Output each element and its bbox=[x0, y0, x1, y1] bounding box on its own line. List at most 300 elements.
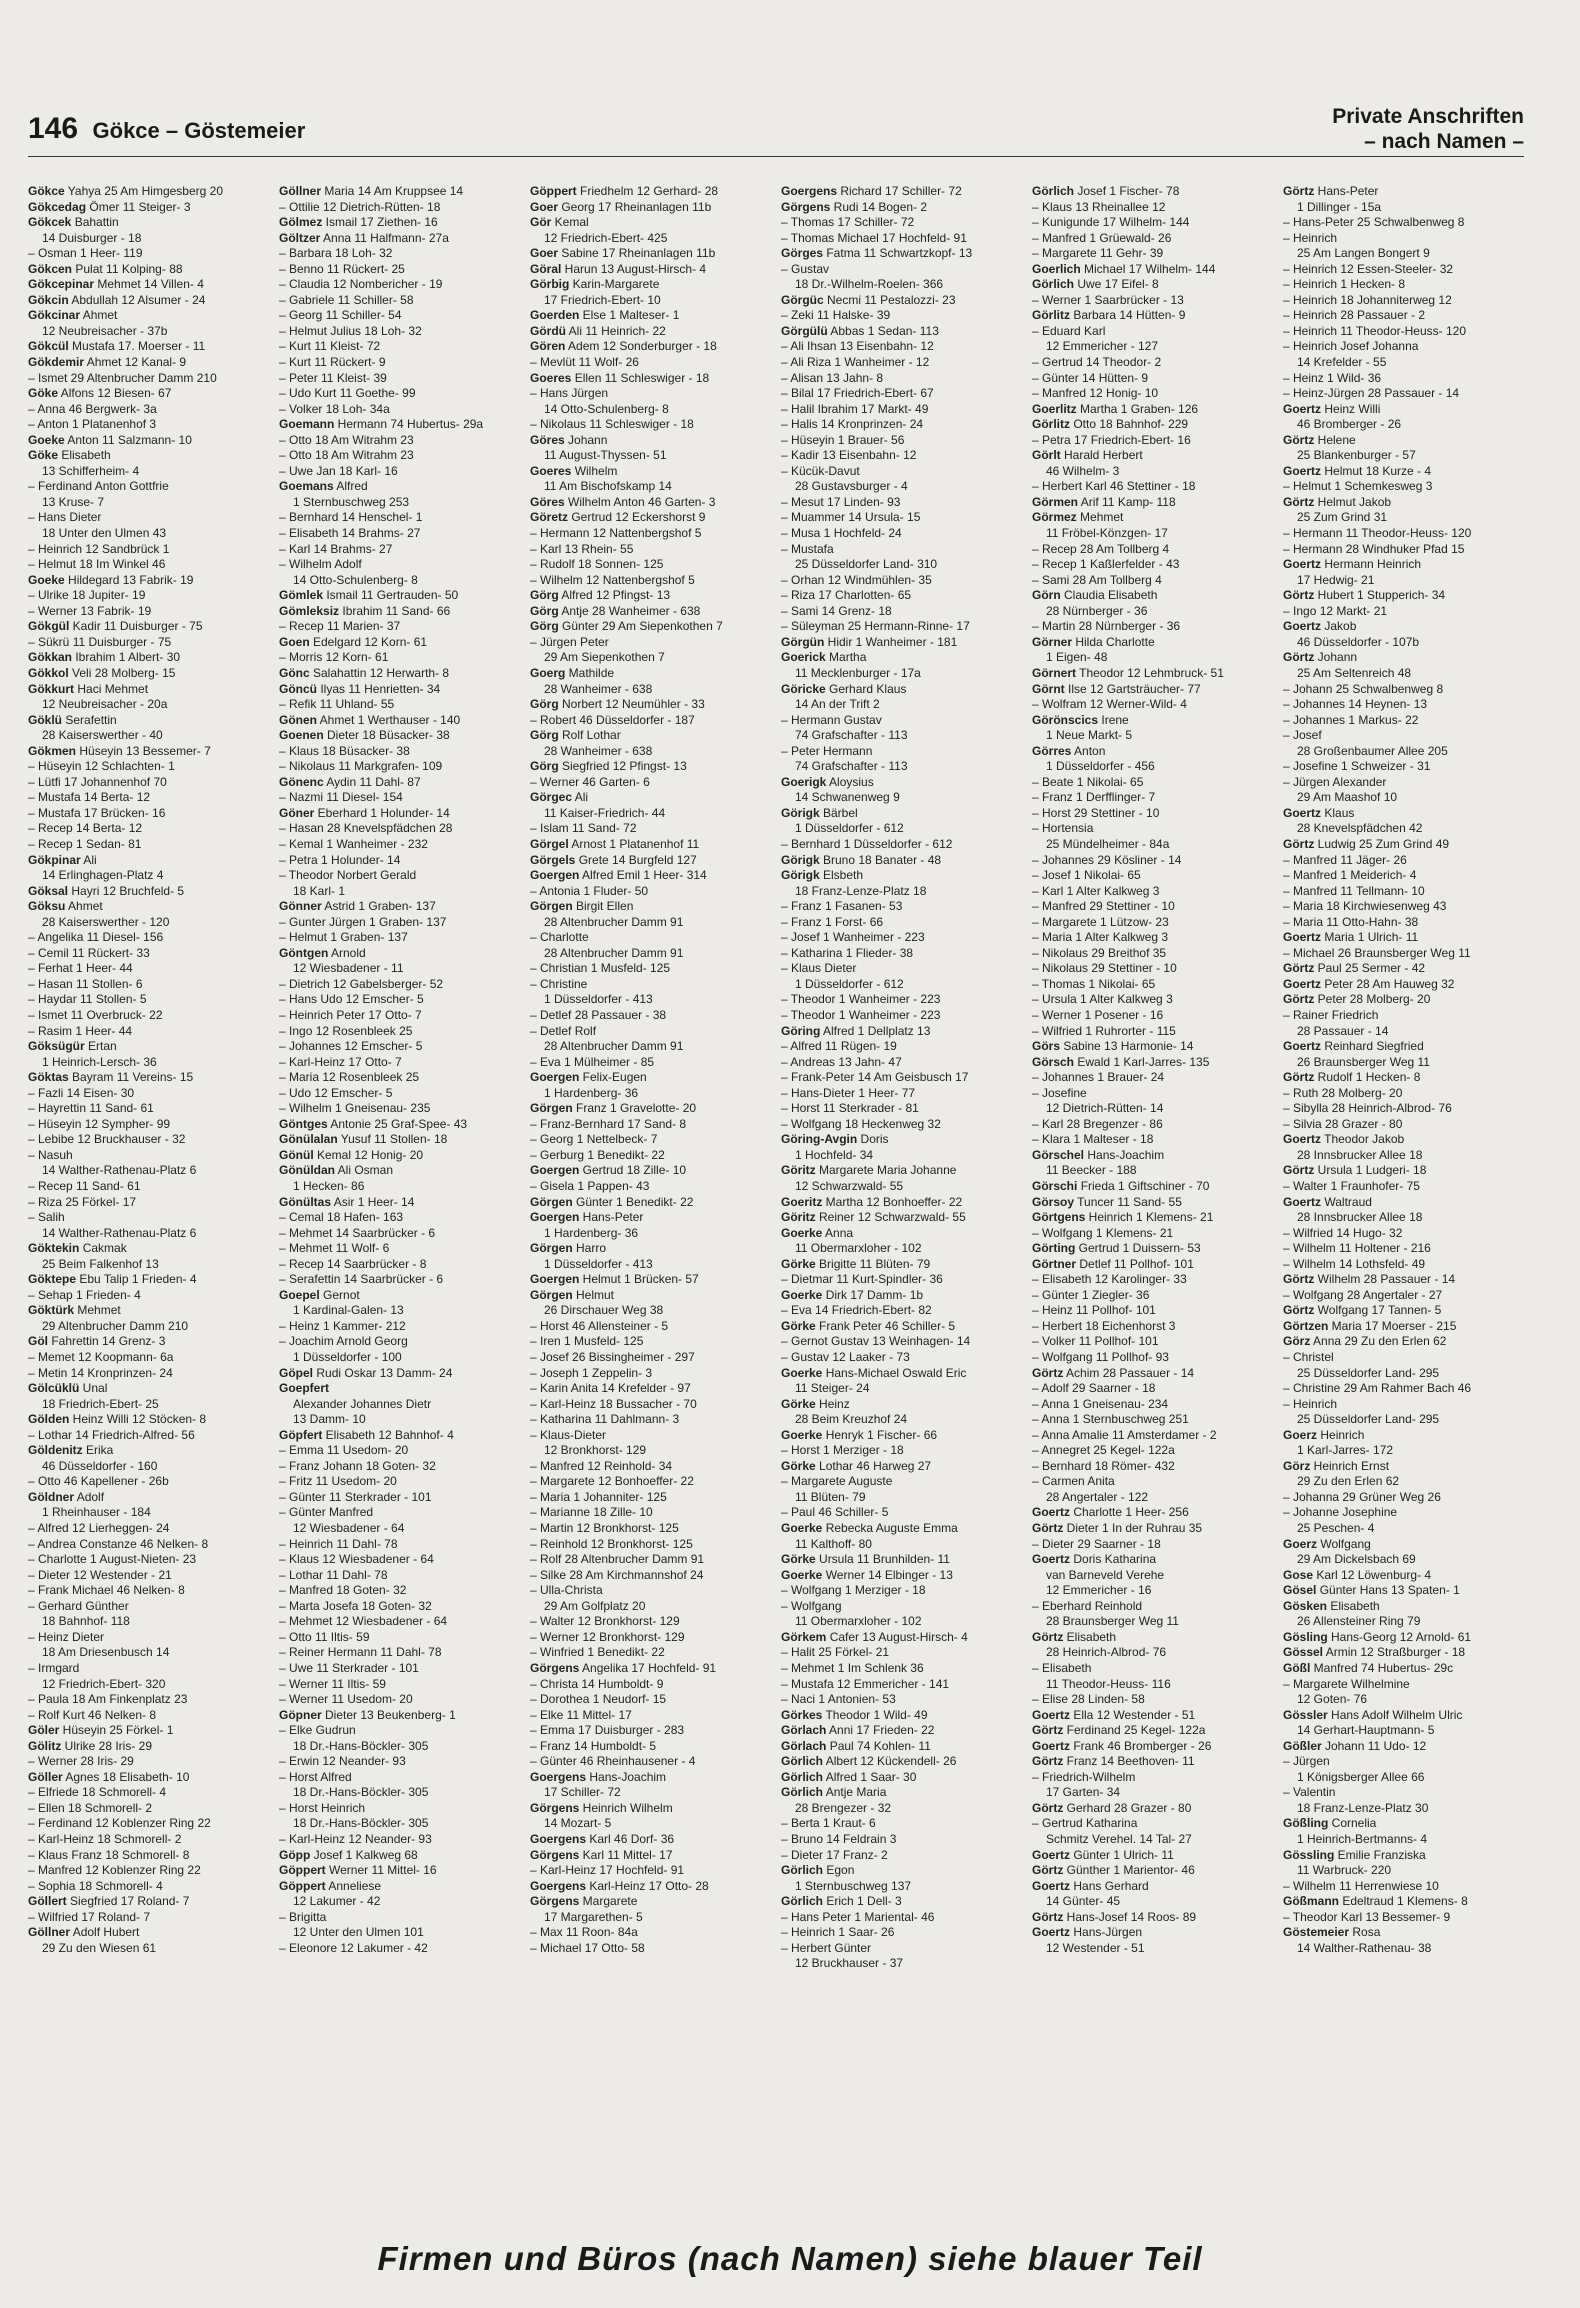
listing-entry: Görschel Hans-Joachim bbox=[1032, 1147, 1165, 1162]
listing-entry: Goemann Hermann 74 Hubertus- 29a bbox=[279, 417, 484, 432]
listing-entry: – Dietrich 12 Gabelsberger- 52 bbox=[279, 976, 444, 991]
listing-entry: – Johannes 29 Kösliner - 14 bbox=[1032, 852, 1182, 867]
surname: Goerden bbox=[530, 308, 580, 323]
listing-entry: Görlich Erich 1 Dell- 3 bbox=[781, 1894, 902, 1909]
listing-entry: 25 Am Seltenreich 48 bbox=[1297, 665, 1412, 680]
listing-entry: Göpp Josef 1 Kalkweg 68 bbox=[279, 1847, 418, 1862]
surname: Görgens bbox=[530, 1847, 580, 1862]
listing-entry: – Johannes 1 Brauer- 24 bbox=[1032, 1070, 1165, 1085]
surname: Görgens bbox=[530, 1894, 580, 1909]
listing-entry: 1 Königsberger Allee 66 bbox=[1297, 1769, 1425, 1784]
listing-entry: – Friedrich-Wilhelm bbox=[1032, 1769, 1136, 1784]
listing-entry: 11 Obermarxloher - 102 bbox=[795, 1241, 922, 1256]
listing-entry: – Nikolaus 29 Breithof 35 bbox=[1032, 945, 1167, 960]
listing-entry: – Hüseyin 12 Sympher- 99 bbox=[28, 1116, 171, 1131]
listing-entry: Goertz Maria 1 Ulrich- 11 bbox=[1283, 930, 1419, 945]
surname: Goergens bbox=[530, 1769, 587, 1784]
surname: Görgen bbox=[530, 1194, 573, 1209]
listing-entry: 1 Düsseldorfer - 413 bbox=[544, 992, 653, 1007]
listing-entry: – Fritz 11 Usedom- 20 bbox=[279, 1474, 397, 1489]
listing-entry: – Anna 46 Bergwerk- 3a bbox=[28, 401, 157, 416]
surname: Goer bbox=[530, 246, 559, 261]
listing-entry: 12 Unter den Ulmen 101 bbox=[293, 1925, 424, 1940]
listing-entry: – Antonia 1 Fluder- 50 bbox=[530, 883, 649, 898]
listing-entry: – Bernhard 18 Römer- 432 bbox=[1032, 1458, 1175, 1473]
listing-entry: – Günter 1 Ziegler- 36 bbox=[1032, 1287, 1150, 1302]
listing-entry: Göppert Werner 11 Mittel- 16 bbox=[279, 1863, 437, 1878]
listing-entry: 28 Braunsberger Weg 11 bbox=[1046, 1614, 1179, 1629]
surname: Görtz bbox=[1032, 1800, 1064, 1815]
listing-entry: – Manfred 11 Tellmann- 10 bbox=[1283, 883, 1425, 898]
listing-entry: – Christine 29 Am Rahmer Bach 46 bbox=[1283, 1381, 1472, 1396]
surname: Goepel bbox=[279, 1287, 320, 1302]
listing-entry: – Karl 1 Alter Kalkweg 3 bbox=[1032, 883, 1160, 898]
listing-entry: – Josef 26 Bissingheimer - 297 bbox=[530, 1350, 695, 1365]
surname: Goertz bbox=[1283, 1039, 1322, 1054]
listing-entry: Gökkol Veli 28 Molberg- 15 bbox=[28, 665, 176, 680]
listing-entry: Görgens Heinrich Wilhelm bbox=[530, 1800, 673, 1815]
surname: Gösken bbox=[1283, 1598, 1328, 1613]
listing-entry: – Recep 14 Saarbrücker - 8 bbox=[279, 1256, 427, 1271]
listing-entry: 11 Fröbel-Könzgen- 17 bbox=[1046, 526, 1168, 541]
surname: Gönc bbox=[279, 665, 310, 680]
listing-entry: – Elisabeth bbox=[1032, 1660, 1092, 1675]
surname: Görgec bbox=[530, 790, 573, 805]
listing-entry: – Wilhelm Adolf bbox=[279, 557, 362, 572]
listing-entry: Goerke Anna bbox=[781, 1225, 854, 1240]
surname: Görgels bbox=[530, 852, 576, 867]
surname: Göpp bbox=[279, 1847, 311, 1862]
listing-entry: Görgels Grete 14 Burgfeld 127 bbox=[530, 852, 697, 867]
listing-entry: – Kücük-Davut bbox=[781, 463, 860, 478]
listing-entry: Gönül Kemal 12 Honig- 20 bbox=[279, 1147, 424, 1162]
surname: Göllner bbox=[279, 184, 322, 198]
listing-entry: 14 An der Trift 2 bbox=[795, 697, 880, 712]
listing-entry: Görtz Rudolf 1 Hecken- 8 bbox=[1283, 1070, 1421, 1085]
surname: Gören bbox=[530, 339, 566, 354]
listing-entry: – Jürgen Alexander bbox=[1283, 774, 1387, 789]
surname: Görtz bbox=[1283, 588, 1315, 603]
listing-entry: – Ellen 18 Schmorell- 2 bbox=[28, 1800, 153, 1815]
listing-entry: – Margarete Wilhelmine bbox=[1283, 1676, 1410, 1691]
listing-entry: Görn Claudia Elisabeth bbox=[1032, 588, 1158, 603]
listing-entry: Görtz Johann bbox=[1283, 650, 1358, 665]
surname: Göppert bbox=[279, 1863, 326, 1878]
listing-entry: – Ottilie 12 Dietrich-Rütten- 18 bbox=[279, 199, 441, 214]
surname: Goerlitz bbox=[1032, 401, 1077, 416]
listing-entry: – Werner 11 Iltis- 59 bbox=[279, 1676, 386, 1691]
listing-entry: Gölitz Ulrike 28 Iris- 29 bbox=[28, 1738, 153, 1753]
listing-entry: – Maria 1 Johanniter- 125 bbox=[530, 1489, 667, 1504]
listing-entry: – Dieter 17 Franz- 2 bbox=[781, 1847, 888, 1862]
listing-entry: van Barneveld Verehe bbox=[1046, 1567, 1165, 1582]
listing-entry: 74 Grafschafter - 113 bbox=[795, 728, 908, 743]
surname: Gökkan bbox=[28, 650, 73, 665]
listing-entry: – Sibylla 28 Heinrich-Albrod- 76 bbox=[1283, 1101, 1452, 1116]
listing-entry: Görg Alfred 12 Pfingst- 13 bbox=[530, 588, 671, 603]
listing-entry: – Petra 1 Holunder- 14 bbox=[279, 852, 401, 867]
surname: Göldenitz bbox=[28, 1443, 83, 1458]
listing-entry: Görlich Albert 12 Kückendell- 26 bbox=[781, 1754, 957, 1769]
surname: Görnert bbox=[1032, 665, 1077, 680]
surname: Göntgen bbox=[279, 945, 329, 960]
listing-entry: Gökcinar Ahmet bbox=[28, 308, 118, 323]
listing-entry: – Karin Anita 14 Krefelder - 97 bbox=[530, 1381, 691, 1396]
listing-entry: – Winfried 1 Benedikt- 22 bbox=[530, 1645, 665, 1660]
listing-entry: Gönüldan Ali Osman bbox=[279, 1163, 394, 1178]
listing-entry: 28 Wanheimer - 638 bbox=[544, 681, 653, 696]
listing-entry: – Heinrich 12 Sandbrück 1 bbox=[28, 541, 170, 556]
listing-entry: – Eberhard Reinhold bbox=[1032, 1598, 1143, 1613]
listing-entry: – Heinrich 12 Essen-Steeler- 32 bbox=[1283, 261, 1454, 276]
listing-entry: – Katharina 1 Flieder- 38 bbox=[781, 945, 914, 960]
listing-entry: – Halil Ibrahim 17 Markt- 49 bbox=[781, 401, 929, 416]
surname: Görgen bbox=[530, 899, 573, 914]
surname: Gönüldan bbox=[279, 1163, 335, 1178]
listing-entry: Goerick Martha bbox=[781, 650, 867, 665]
listing-entry: Gökcepinar Mehmet 14 Villen- 4 bbox=[28, 277, 204, 292]
surname: Görtz bbox=[1283, 836, 1315, 851]
listing-entry: 28 Heinrich-Albrod- 76 bbox=[1046, 1645, 1167, 1660]
listing-entry: – Helmut 18 Im Winkel 46 bbox=[28, 557, 166, 572]
listing-entry: – Katharina 11 Dahlmann- 3 bbox=[530, 1412, 680, 1427]
listing-entry: – Nikolaus 11 Schleswiger - 18 bbox=[530, 417, 694, 432]
listing-entry: 28 Altenbrucher Damm 91 bbox=[544, 914, 684, 929]
column-2 bbox=[279, 184, 519, 2229]
listing-entry: – Margarete Auguste bbox=[781, 1474, 893, 1489]
listing-entry: – Wolfram 12 Werner-Wild- 4 bbox=[1032, 697, 1187, 712]
surname: Goeres bbox=[530, 370, 572, 385]
listing-entry: 14 Erlinghagen-Platz 4 bbox=[42, 868, 164, 883]
listing-entry: – Franz 1 Forst- 66 bbox=[781, 914, 884, 929]
listing-entry: 25 Am Langen Bongert 9 bbox=[1297, 246, 1430, 261]
listing-entry: 28 Passauer - 14 bbox=[1297, 1023, 1389, 1038]
listing-entry: – Ruth 28 Molberg- 20 bbox=[1283, 1085, 1403, 1100]
surname: Görlt bbox=[1032, 448, 1061, 463]
listing-entry: Görtz Ursula 1 Ludgeri- 18 bbox=[1283, 1163, 1427, 1178]
listing-entry: – Ulla-Christa bbox=[530, 1583, 603, 1598]
listing-entry: Göksu Ahmet bbox=[28, 899, 103, 914]
listing-entry: Görsch Ewald 1 Karl-Jarres- 135 bbox=[1032, 1054, 1210, 1069]
footer-note: Firmen und Büros (nach Namen) siehe blauer Teil bbox=[377, 2240, 1203, 2277]
listing-entry: Goertz Doris Katharina bbox=[1032, 1552, 1157, 1567]
surname: Goemann bbox=[279, 417, 335, 432]
listing-entry: Gößmann Edeltraud 1 Klemens- 8 bbox=[1283, 1894, 1468, 1909]
listing-entry: Goergen Alfred Emil 1 Heer- 314 bbox=[530, 868, 707, 883]
listing-entry: Gönenc Aydin 11 Dahl- 87 bbox=[279, 774, 421, 789]
listing-entry: 28 Innsbrucker Allee 18 bbox=[1297, 1147, 1423, 1162]
listing-entry: – Volker 11 Pollhof- 101 bbox=[1032, 1334, 1159, 1349]
listing-entry: – Riza 25 Förkel- 17 bbox=[28, 1194, 137, 1209]
listing-entry: 18 Karl- 1 bbox=[293, 883, 346, 898]
listing-entry: 1 Hardenberg- 36 bbox=[544, 1225, 639, 1240]
listing-entry: – Hermann 11 Theodor-Heuss- 120 bbox=[1283, 526, 1472, 541]
surname: Görlich bbox=[1032, 184, 1075, 198]
listing-entry: – Hüseyin 1 Brauer- 56 bbox=[781, 432, 905, 447]
listing-entry: 1 Dillinger - 15a bbox=[1297, 199, 1382, 214]
surname: Gökcek bbox=[28, 215, 72, 230]
listing-entry: Alexander Johannes Dietr bbox=[293, 1396, 432, 1411]
listing-entry: Göretz Gertrud 12 Eckershorst 9 bbox=[530, 510, 706, 525]
listing-entry: – Peter Hermann bbox=[781, 743, 873, 758]
listing-entry: Goertz Klaus bbox=[1283, 805, 1355, 820]
listing-entry: 13 Schifferheim- 4 bbox=[42, 463, 140, 478]
listing-entry: – Josef bbox=[1283, 728, 1322, 743]
listing-entry: – Heinrich Peter 17 Otto- 7 bbox=[279, 1007, 422, 1022]
listing-entry: – Manfred 12 Honig- 10 bbox=[1032, 386, 1159, 401]
listing-entry: – Heinrich 11 Dahl- 78 bbox=[279, 1536, 398, 1551]
listing-entry: Görmez Mehmet bbox=[1032, 510, 1124, 525]
surname: Görtz bbox=[1032, 1629, 1064, 1644]
surname: Göler bbox=[28, 1723, 60, 1738]
surname: Goertz bbox=[1283, 930, 1322, 945]
surname: Görlach bbox=[781, 1723, 827, 1738]
listing-entry: 11 Theodor-Heuss- 116 bbox=[1046, 1676, 1171, 1691]
listing-entry: – Recep 11 Sand- 61 bbox=[28, 1179, 141, 1193]
listing-entry: – Mevlüt 11 Wolf- 26 bbox=[530, 355, 639, 370]
surname: Görg bbox=[530, 697, 559, 712]
listing-entry: – Hans-Dieter 1 Heer- 77 bbox=[781, 1085, 916, 1100]
listing-entry: – Otto 11 Iltis- 59 bbox=[279, 1629, 370, 1644]
listing-entry: Goertz Hermann Heinrich bbox=[1283, 557, 1422, 572]
listing-entry: Gönc Salahattin 12 Herwarth- 8 bbox=[279, 665, 450, 680]
listing-entry: – Karl 14 Brahms- 27 bbox=[279, 541, 393, 556]
listing-entry: 25 Düsseldorfer Land- 295 bbox=[1297, 1412, 1440, 1427]
surname: Görtz bbox=[1032, 1723, 1064, 1738]
listing-entry: 25 Blankenburger - 57 bbox=[1297, 448, 1416, 463]
listing-entry: Göke Elisabeth bbox=[28, 448, 111, 463]
listing-entry: 18 Friedrich-Ebert- 25 bbox=[42, 1396, 159, 1411]
listing-entry: Görlitz Barbara 14 Hütten- 9 bbox=[1032, 308, 1186, 323]
listing-entry: – Martin 12 Bronkhorst- 125 bbox=[530, 1521, 679, 1536]
surname: Görkes bbox=[781, 1707, 823, 1722]
listing-entry: 28 Altenbrucher Damm 91 bbox=[544, 945, 684, 960]
listing-entry: 1 Eigen- 48 bbox=[1046, 650, 1108, 665]
listing-entry: – Günter 14 Hütten- 9 bbox=[1032, 370, 1149, 385]
listing-entry: – Manfred 1 Meiderich- 4 bbox=[1283, 868, 1417, 883]
listing-entry: – Erwin 12 Neander- 93 bbox=[279, 1754, 406, 1769]
surname: Goerke bbox=[781, 1225, 823, 1240]
listing-entry: – Osman 1 Heer- 119 bbox=[28, 246, 143, 261]
listing-entry: 28 Wanheimer - 638 bbox=[544, 743, 653, 758]
listing-entry: Görg Günter 29 Am Siepenkothen 7 bbox=[530, 619, 723, 634]
surname: Görges bbox=[781, 246, 824, 261]
surname: Görbig bbox=[530, 277, 570, 292]
listing-entry: – Naci 1 Antonien- 53 bbox=[781, 1692, 896, 1707]
listing-entry: Goertz Ella 12 Westender - 51 bbox=[1032, 1707, 1196, 1722]
listing-entry: – Walter 12 Bronkhorst- 129 bbox=[530, 1614, 680, 1629]
listing-entry: – Peter 11 Kleist- 39 bbox=[279, 370, 387, 385]
listing-entry: – Wolfgang 11 Pollhof- 93 bbox=[1032, 1350, 1169, 1365]
listing-entry: – Manfred 12 Reinhold- 34 bbox=[530, 1458, 673, 1473]
listing-entry: 46 Düsseldorfer - 107b bbox=[1297, 634, 1420, 649]
listing-entry: – Karl 13 Rhein- 55 bbox=[530, 541, 634, 556]
listing-entry: – Benno 11 Rückert- 25 bbox=[279, 261, 405, 276]
listing-entry: Göktekin Cakmak bbox=[28, 1241, 127, 1256]
listing-entry: Görgülü Abbas 1 Sedan- 113 bbox=[781, 323, 939, 338]
listing-entry: Görtz Hans-Peter bbox=[1283, 184, 1379, 198]
surname: Göksu bbox=[28, 899, 66, 914]
listing-entry: Gößl Manfred 74 Hubertus- 29c bbox=[1283, 1660, 1454, 1675]
listing-entry: – Uwe 11 Sterkrader - 101 bbox=[279, 1660, 419, 1675]
header-rule bbox=[28, 156, 1524, 157]
surname: Göpner bbox=[279, 1707, 322, 1722]
listing-entry: 12 Neubreisacher - 37b bbox=[42, 323, 168, 338]
surname: Goertz bbox=[1032, 1738, 1071, 1753]
listing-entry: – Lothar 11 Dahl- 78 bbox=[279, 1567, 388, 1582]
surname: Görtz bbox=[1283, 184, 1315, 198]
listing-entry: – Karl-Heinz 12 Neander- 93 bbox=[279, 1831, 432, 1846]
listing-entry: – Heinrich bbox=[1283, 230, 1338, 245]
listing-entry: – Lothar 14 Friedrich-Alfred- 56 bbox=[28, 1427, 195, 1442]
listing-entry: – Barbara 18 Loh- 32 bbox=[279, 246, 393, 261]
listing-entry: Göpfert Elisabeth 12 Bahnhof- 4 bbox=[279, 1427, 454, 1442]
listing-entry: Görg Siegfried 12 Pfingst- 13 bbox=[530, 759, 687, 774]
listing-entry: – Werner 12 Bronkhorst- 129 bbox=[530, 1629, 685, 1644]
listing-entry: 1 Rheinhauser - 184 bbox=[42, 1505, 151, 1520]
listing-entry: 28 Angertaler - 122 bbox=[1046, 1489, 1149, 1504]
surname: Görgülü bbox=[781, 323, 828, 338]
listing-entry: – Ferdinand Anton Gottfrie bbox=[28, 479, 169, 494]
listing-entry: 28 Beim Kreuzhof 24 bbox=[795, 1412, 908, 1427]
surname: Görgüc bbox=[781, 292, 824, 307]
listing-entry: Görtz Gerhard 28 Grazer - 80 bbox=[1032, 1800, 1192, 1815]
listing-entry: 14 Walther-Rathenau-Platz 6 bbox=[42, 1163, 197, 1178]
listing-entry: 12 Goten- 76 bbox=[1297, 1692, 1368, 1707]
listing-entry: Gökkurt Haci Mehmet bbox=[28, 681, 149, 696]
listing-entry: – Werner 13 Fabrik- 19 bbox=[28, 603, 152, 618]
listing-entry: 1 Düsseldorfer - 100 bbox=[293, 1350, 402, 1365]
listing-entry: – Walter 1 Fraunhofer- 75 bbox=[1283, 1179, 1420, 1193]
surname: Gönner bbox=[279, 899, 322, 914]
listing-entry: Gökdemir Ahmet 12 Kanal- 9 bbox=[28, 355, 187, 370]
surname: Görigk bbox=[781, 868, 820, 883]
surname: Görtgens bbox=[1032, 1210, 1086, 1225]
listing-entry: Görgen Harro bbox=[530, 1241, 607, 1256]
listing-entry: 25 Peschen- 4 bbox=[1297, 1521, 1375, 1536]
listing-entry: Goertz Waltraud bbox=[1283, 1194, 1372, 1209]
listing-entry: 1 Hochfeld- 34 bbox=[795, 1147, 874, 1162]
listing-entry: Görgec Ali bbox=[530, 790, 589, 805]
surname: Göner bbox=[279, 805, 315, 820]
listing-entry: Goerke Dirk 17 Damm- 1b bbox=[781, 1287, 924, 1302]
listing-entry: 11 August-Thyssen- 51 bbox=[544, 448, 667, 463]
listing-entry: – Mesut 17 Linden- 93 bbox=[781, 494, 901, 509]
surname: Görtz bbox=[1283, 1163, 1315, 1178]
listing-entry: – Elisabeth 14 Brahms- 27 bbox=[279, 526, 421, 541]
listing-entry: – Brigitta bbox=[279, 1909, 327, 1924]
listing-entry: 11 Kalthoff- 80 bbox=[795, 1536, 872, 1551]
listing-entry: – Gunter Jürgen 1 Graben- 137 bbox=[279, 914, 447, 929]
surname: Goergens bbox=[530, 1831, 587, 1846]
surname: Görn bbox=[1032, 588, 1061, 603]
listing-entry: Görigk Bruno 18 Banater - 48 bbox=[781, 852, 942, 867]
listing-entry: 18 Dr.-Hans-Böckler- 305 bbox=[293, 1738, 429, 1753]
listing-entry: 17 Hedwig- 21 bbox=[1297, 572, 1375, 587]
listing-entry: 28 Brengezer - 32 bbox=[795, 1800, 892, 1815]
listing-entry: – Mehmet 14 Saarbrücker - 6 bbox=[279, 1225, 436, 1240]
surname: Goertz bbox=[1032, 1552, 1071, 1567]
listing-entry: – Günter Manfred bbox=[279, 1505, 374, 1520]
surname: Gökcepinar bbox=[28, 277, 95, 292]
listing-entry: Göller Agnes 18 Elisabeth- 10 bbox=[28, 1769, 190, 1784]
surname: Gößl bbox=[1283, 1660, 1311, 1675]
listing-entry: 26 Braunsberger Weg 11 bbox=[1297, 1054, 1430, 1069]
surname: Gössler bbox=[1283, 1707, 1328, 1722]
section-title-line1: Private Anschriften bbox=[1332, 105, 1524, 128]
listing-entry: Görtz Günther 1 Marientor- 46 bbox=[1032, 1863, 1195, 1878]
surname: Göstemeier bbox=[1283, 1925, 1350, 1940]
listing-entry: 1 Hardenberg- 36 bbox=[544, 1085, 639, 1100]
listing-entry: 28 Nürnberger - 36 bbox=[1046, 603, 1148, 618]
listing-entry: – Muammer 14 Ursula- 15 bbox=[781, 510, 921, 525]
page-header-left bbox=[28, 112, 305, 146]
listing-entry: – Hasan 28 Knevelspfädchen 28 bbox=[279, 821, 453, 836]
listing-entry: – Manfred 18 Goten- 32 bbox=[279, 1583, 407, 1598]
surname: Göktekin bbox=[28, 1241, 80, 1256]
listing-entry: – Halis 14 Kronprinzen- 24 bbox=[781, 417, 924, 432]
listing-entry: – Recep 14 Berta- 12 bbox=[28, 821, 143, 836]
listing-entry: 29 Am Golfplatz 20 bbox=[544, 1598, 646, 1613]
listing-entry: – Ingo 12 Rosenbleek 25 bbox=[279, 1023, 413, 1038]
listing-entry: 28 Kaiserswerther - 40 bbox=[42, 728, 163, 743]
listing-entry: Görting Gertrud 1 Duissern- 53 bbox=[1032, 1241, 1201, 1256]
listing-entry: – Nasuh bbox=[28, 1147, 73, 1162]
listing-entry: – Cemal 18 Hafen- 163 bbox=[279, 1210, 404, 1225]
surname: Goen bbox=[279, 634, 310, 649]
listing-entry: 13 Damm- 10 bbox=[293, 1412, 366, 1427]
surname: Görigk bbox=[781, 805, 820, 820]
listing-entry: Goergens Hans-Joachim bbox=[530, 1769, 667, 1784]
surname: Görsoy bbox=[1032, 1194, 1075, 1209]
surname: Görlach bbox=[781, 1738, 827, 1753]
listing-entry: Goergen Hans-Peter bbox=[530, 1210, 644, 1225]
listing-entry: 18 Am Driesenbusch 14 bbox=[42, 1645, 170, 1660]
listing-entry: Görg Antje 28 Wanheimer - 638 bbox=[530, 603, 701, 618]
surname: Göktepe bbox=[28, 1272, 77, 1287]
listing-entry: 28 Gustavsburger - 4 bbox=[795, 479, 908, 494]
surname: Göllner bbox=[28, 1925, 71, 1940]
listing-entry: – Wilhelm 11 Holtener - 216 bbox=[1283, 1241, 1431, 1256]
listing-entry: – Anton 1 Platanenhof 3 bbox=[28, 417, 157, 432]
listing-entry: 1 Düsseldorfer - 456 bbox=[1046, 759, 1155, 774]
listing-entry: – Ali Riza 1 Wanheimer - 12 bbox=[781, 355, 930, 370]
surname: Görz bbox=[1283, 1334, 1311, 1349]
listing-entry: 29 Am Siepenkothen 7 bbox=[544, 650, 665, 665]
listing-entry: 25 Mündelheimer - 84a bbox=[1046, 836, 1170, 851]
listing-entry: – Werner 1 Posener - 16 bbox=[1032, 1007, 1164, 1022]
surname: Göncü bbox=[279, 681, 317, 696]
surname: Görz bbox=[1283, 1458, 1311, 1473]
listing-entry: – Sükrü 11 Duisburger - 75 bbox=[28, 634, 172, 649]
listing-entry: – Mehmet 11 Wolf- 6 bbox=[279, 1241, 390, 1256]
listing-entry: 14 Krefelder - 55 bbox=[1297, 355, 1387, 370]
listing-entry: 12 Bruckhauser - 37 bbox=[795, 1956, 904, 1971]
listing-entry: – Ferdinand 12 Koblenzer Ring 22 bbox=[28, 1816, 211, 1831]
listing-entry: 25 Düsseldorfer Land- 310 bbox=[795, 557, 938, 572]
listing-entry: – Sami 14 Grenz- 18 bbox=[781, 603, 892, 618]
listing-entry: Görlach Paul 74 Kohlen- 11 bbox=[781, 1738, 931, 1753]
surname: Göksügür bbox=[28, 1039, 85, 1054]
surname: Goerlich bbox=[1032, 261, 1081, 276]
listing-entry: Goerlich Michael 17 Wilhelm- 144 bbox=[1032, 261, 1216, 276]
listing-columns bbox=[28, 184, 1524, 2229]
listing-entry: – Maria 18 Kirchwiesenweg 43 bbox=[1283, 899, 1447, 914]
surname: Göres bbox=[530, 494, 565, 509]
listing-entry: Goerden Else 1 Malteser- 1 bbox=[530, 308, 680, 323]
listing-entry: Gößling Cornelia bbox=[1283, 1816, 1377, 1831]
listing-entry: – Werner 11 Usedom- 20 bbox=[279, 1692, 413, 1707]
